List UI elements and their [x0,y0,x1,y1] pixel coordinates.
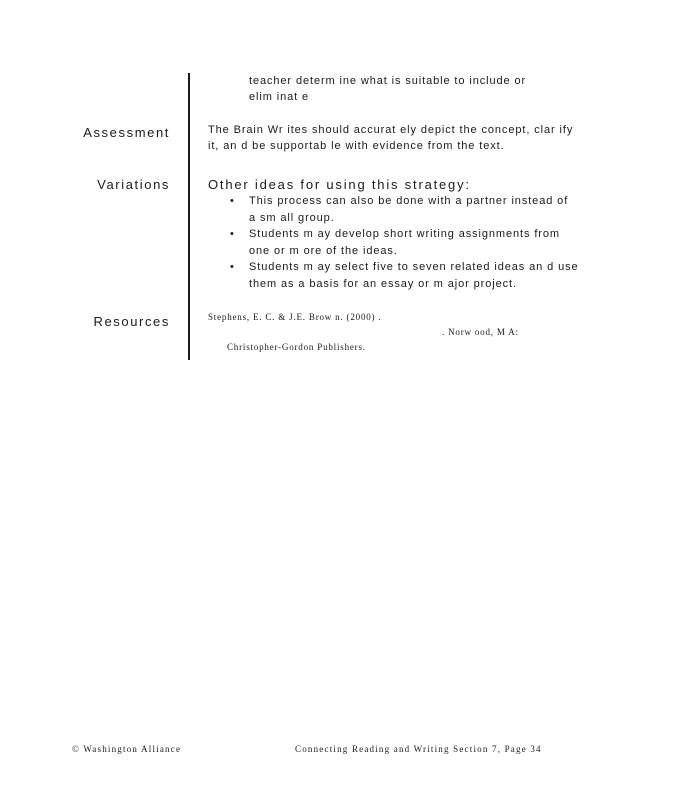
bullet-2-line-2: one or m ore of the ideas. [249,244,398,257]
vertical-divider-rule [188,73,190,360]
assessment-label: Assessment [83,125,170,140]
variations-bullet-list [230,193,579,292]
footer-copyright: © Washington Alliance [72,744,182,754]
resources-label: Resources [93,314,170,329]
bullet-3-line-1: Students m ay select five to seven related ideas an d use [249,261,579,273]
continuation-line-1: teacher determ ine what is suitable to include or [249,75,527,87]
assessment-line-2: it, an d be supportab le with evidence from the text. [208,140,505,152]
footer-page-info: Connecting Reading and Writing Section 7, Page 34 [295,744,542,754]
variations-label: Variations [97,177,170,192]
bullet-2-line-1: Students m ay develop short writing assignments from [249,228,560,240]
bullet-3-line-2: them as a basis for an essay or m ajor project. [249,277,517,290]
variations-heading: Other ideas for using this strategy: [208,177,471,192]
bullet-icon: • [230,228,235,240]
bullet-1-line-2: a sm all group. [249,211,335,224]
continuation-line-2: elim inat e [249,91,310,103]
list-item [230,259,579,292]
assessment-line-1: The Brain Wr ites should accurat ely depict the concept, clar ify [208,124,574,136]
list-item [230,226,579,259]
continuation-text [249,73,526,105]
bullet-1-line-1: This process can also be done with a partner instead of [249,195,569,207]
resources-citation-line-3: Christopher-Gordon Publishers. [227,342,366,352]
bullet-icon: • [230,195,235,207]
resources-citation-line-1: Stephens, E. C. & J.E. Brow n. (2000) . [208,312,382,322]
bullet-icon: • [230,261,235,273]
resources-citation-line-2: . Norw ood, M A: [442,327,519,337]
list-item [230,193,579,226]
assessment-text [208,122,573,154]
